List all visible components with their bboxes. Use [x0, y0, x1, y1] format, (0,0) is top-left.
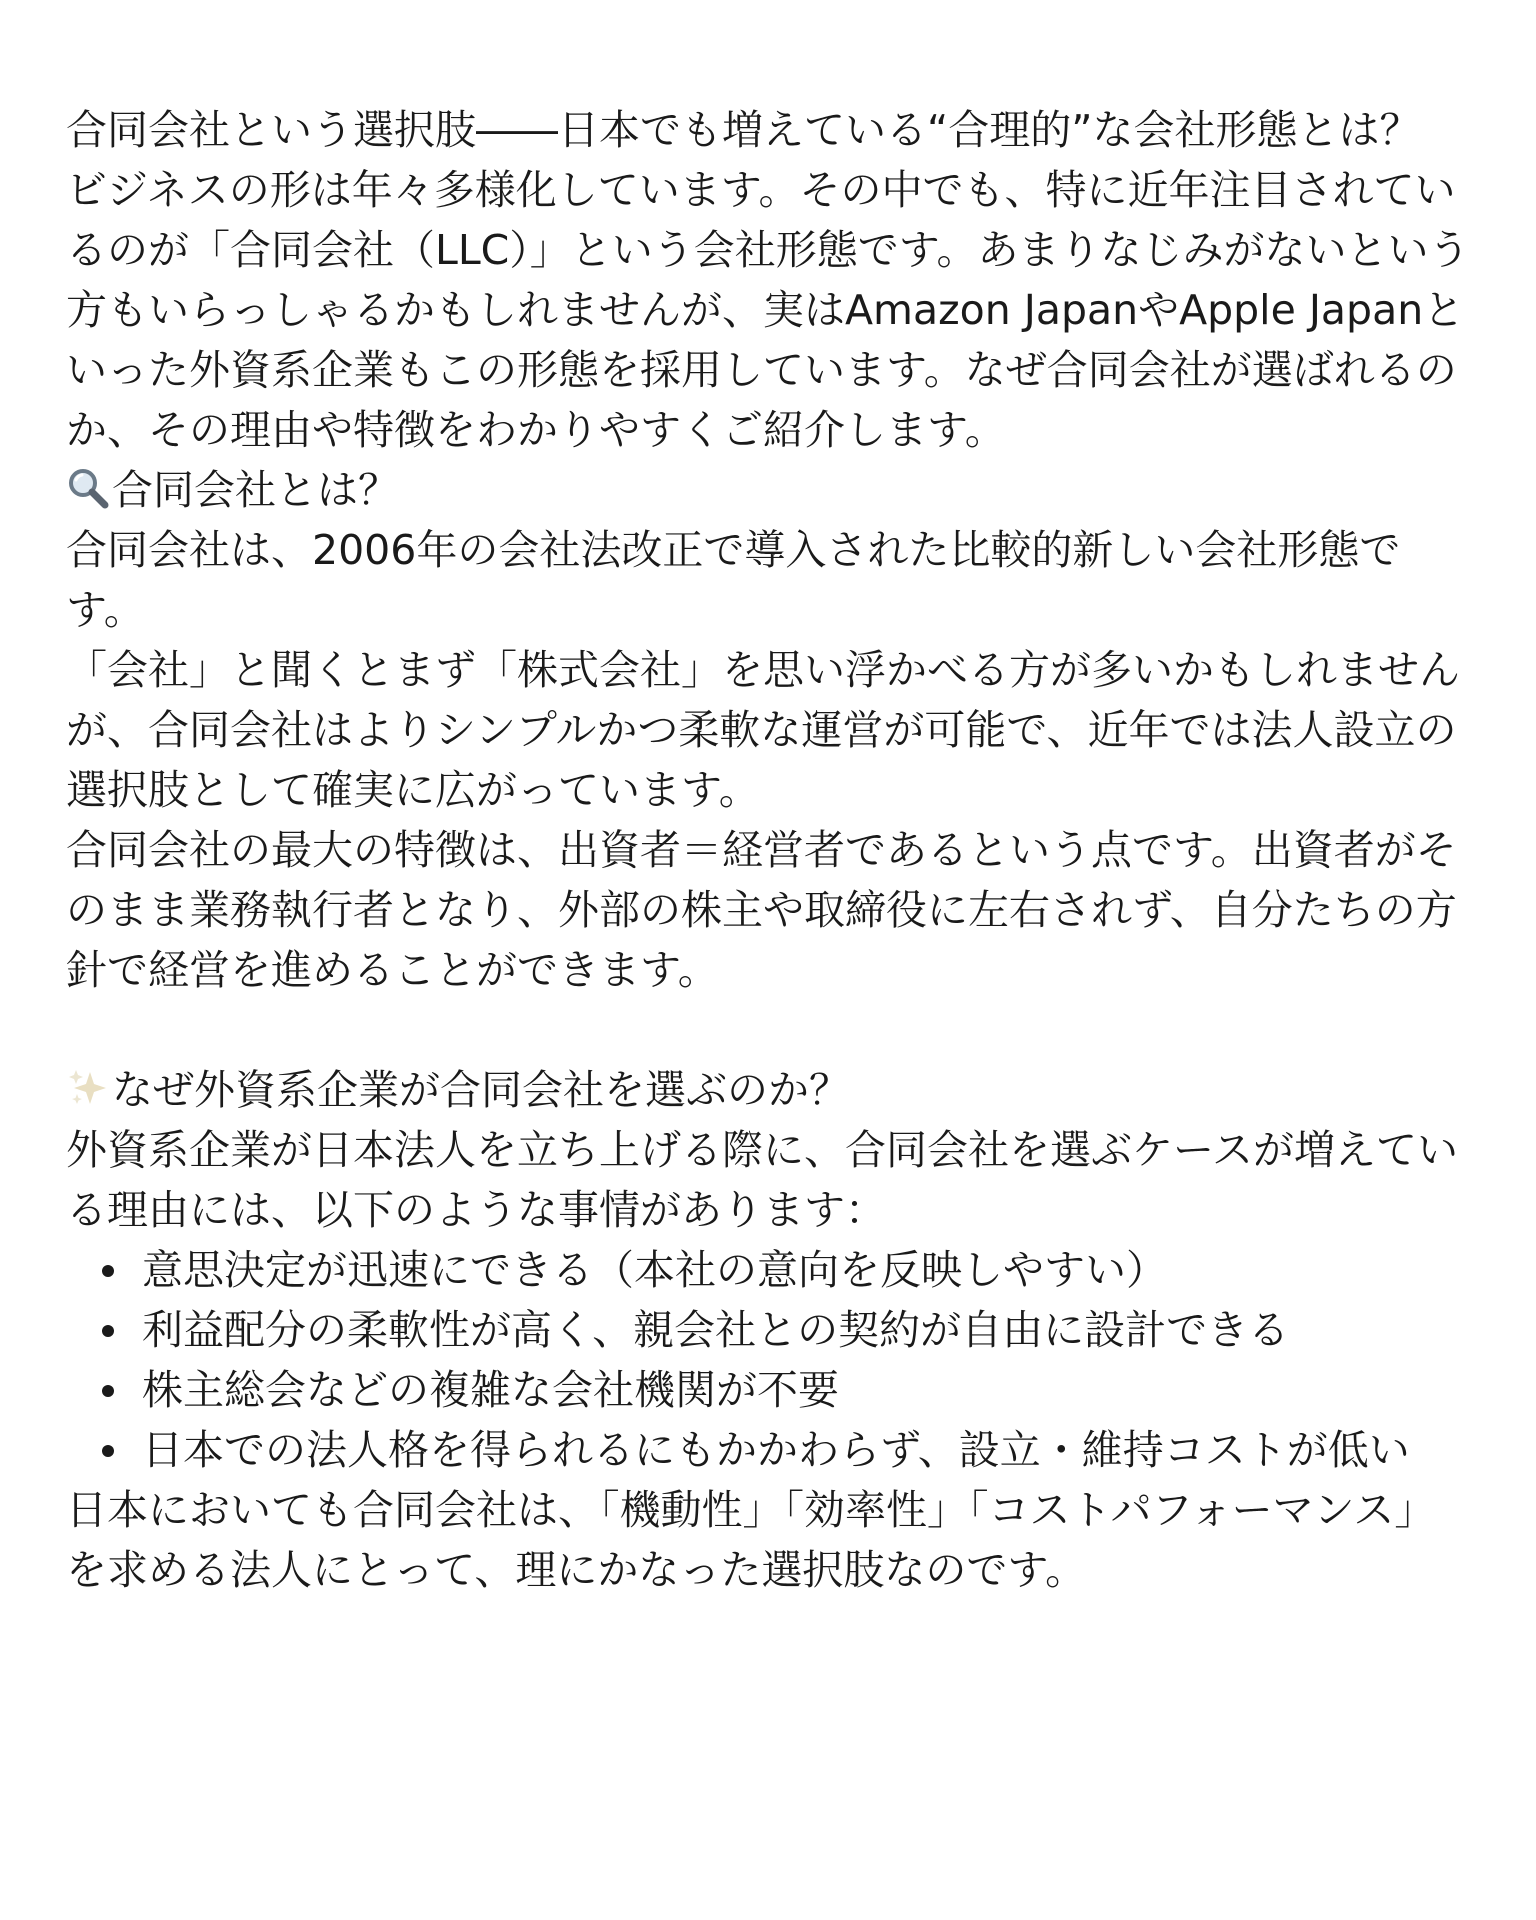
intro-paragraph: ビジネスの形は年々多様化しています。その中でも、特に近年注目されているのが「合同会社（LLC）」という会社形態です。あまりなじみがないという方もいらっしゃるかもしれませんが、実はAmazon JapanやApple Japanといった外資系企業もこの形態を採用しています。なぜ合同会社が選ばれるのか、その理由や特徴をわかりやすくご紹介します。 [66, 166, 1470, 454]
list-item: 利益配分の柔軟性が高く、親会社との契約が自由に設計できる [142, 1300, 1476, 1360]
list-item: 意思決定が迅速にできる（本社の意向を反映しやすい） [142, 1240, 1476, 1300]
section-paragraph: 「会社」と聞くとまず「株式会社」を思い浮かべる方が多いかもしれませんが、合同会社はよりシンプルかつ柔軟な運営が可能で、近年では法人設立の選択肢として確実に広がっています。 [66, 646, 1460, 814]
section-why-foreign-companies [66, 1060, 1476, 1600]
list-item: 日本での法人格を得られるにもかかわらず、設立・維持コストが低い [142, 1420, 1476, 1480]
bullet-dot [102, 1325, 114, 1337]
bullet-dot [102, 1265, 114, 1277]
section-heading-text: なぜ外資系企業が合同会社を選ぶのか？ [112, 1066, 850, 1114]
section-closing: 日本においても合同会社は、「機動性」「効率性」「コストパフォーマンス」を求める法人にとって、理にかなった選択肢なのです。 [66, 1486, 1436, 1594]
section-heading [66, 460, 1476, 520]
section-heading [66, 1060, 1476, 1120]
section-lead: 外資系企業が日本法人を立ち上げる際に、合同会社を選ぶケースが増えている理由には、以下のような事情があります： [66, 1126, 1458, 1234]
bullet-list [66, 1240, 1476, 1480]
magnifying-glass-icon [66, 466, 110, 510]
list-item: 株主総会などの複雑な会社機関が不要 [142, 1360, 1476, 1420]
article [66, 100, 1476, 1600]
section-heading-text: 合同会社とは？ [112, 466, 399, 514]
section-paragraph: 合同会社は、2006年の会社法改正で導入された比較的新しい会社形態です。 [66, 526, 1401, 634]
section-paragraph: 合同会社の最大の特徴は、出資者＝経営者であるという点です。出資者がそのまま業務執行者となり、外部の株主や取締役に左右されず、自分たちの方針で経営を進めることができます。 [66, 826, 1457, 994]
sparkles-icon [66, 1066, 110, 1110]
section-what-is-llc [66, 460, 1476, 1000]
bullet-dot [102, 1445, 114, 1457]
bullet-dot [102, 1385, 114, 1397]
article-title: 合同会社という選択肢――日本でも増えている“合理的”な会社形態とは？ [66, 106, 1421, 154]
